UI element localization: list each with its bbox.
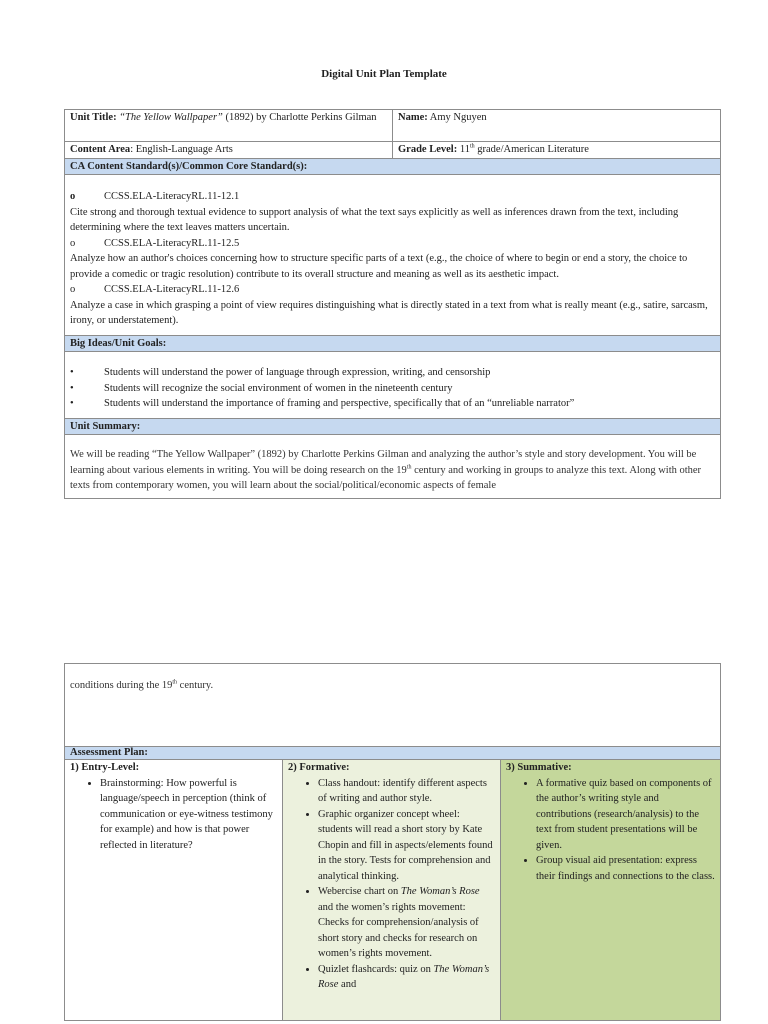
document-title: Digital Unit Plan Template bbox=[321, 68, 447, 80]
content-area-cell bbox=[65, 142, 393, 159]
formative-item-text: and bbox=[338, 979, 357, 990]
standard-bullet: o bbox=[70, 284, 76, 295]
formative-item bbox=[318, 962, 495, 993]
unit-summary-text-1: We will be reading “The Yellow Wallpaper” (1892) by Charlotte Perkins Gilman and analyzing the author’s style and story development. You will be learning about various elements in writing. You will be doing research on the 19 bbox=[70, 449, 697, 476]
summative-item: • A formative quiz based on components of the author’s writing style and contributions (research/analysis) to the text from student presentations will be given. bbox=[536, 776, 715, 854]
unit-title-rest: (1892) by Charlotte Perkins Gilman bbox=[222, 112, 377, 123]
unit-summary-heading: Unit Summary: bbox=[65, 418, 721, 435]
summative-title: 3) Summative: bbox=[506, 762, 572, 773]
standards-heading: CA Content Standard(s)/Common Core Standard(s): bbox=[65, 158, 721, 175]
big-idea-item bbox=[70, 381, 715, 397]
unit-title-row bbox=[65, 110, 721, 142]
assessment-plan-heading: Assessment Plan: bbox=[65, 747, 721, 760]
name-label: Name: bbox=[398, 112, 428, 123]
formative-item-title: The Woman’s Rose bbox=[400, 886, 480, 897]
standard-item bbox=[70, 282, 715, 298]
unit-summary-continued-sup: th bbox=[172, 679, 178, 686]
content-area-value: : English-Language Arts bbox=[130, 144, 233, 155]
big-ideas-heading: Big Ideas/Unit Goals: bbox=[65, 335, 721, 352]
unit-summary-text-2: century and working in groups to analyze this text. Along with other texts from contemporary women, you will learn about the social/political/economic aspects of female bbox=[70, 464, 702, 491]
summative-list bbox=[506, 776, 715, 885]
big-ideas-content bbox=[65, 352, 721, 419]
unit-title-label: Unit Title: bbox=[70, 112, 117, 123]
grade-level-sup: th bbox=[469, 143, 475, 150]
standard-text: Cite strong and thorough textual evidence to support analysis of what the text says explicitly as well as inferences drawn from the text, including determining where the text leaves matters uncertain. bbox=[70, 206, 679, 233]
big-idea-text: Students will understand the importance of framing and perspective, specifically that of an “unreliable narrator” bbox=[104, 398, 575, 409]
unit-summary-continued-text-1: conditions during the 19 bbox=[70, 680, 173, 691]
big-idea-item bbox=[70, 365, 715, 381]
formative-list bbox=[288, 776, 495, 993]
standard-item bbox=[70, 189, 715, 205]
bullet-icon: • bbox=[70, 367, 74, 378]
name-cell bbox=[393, 110, 721, 142]
standard-bullet: o bbox=[70, 237, 76, 249]
summative-item: • Group visual aid presentation: express their findings and connections to the class. bbox=[536, 853, 715, 884]
standard-bullet: o bbox=[70, 191, 76, 202]
unit-plan-table-page-1 bbox=[64, 109, 721, 499]
formative-item-text: Webercise chart on bbox=[318, 886, 401, 897]
content-area-row bbox=[65, 142, 721, 159]
unit-title-work: “The Yellow Wallpaper” bbox=[119, 112, 223, 123]
standard-text: Analyze a case in which grasping a point of view requires distinguishing what is directly stated in a text from what is really meant (e.g., satire, sarcasm, irony, or understatement). bbox=[70, 299, 708, 326]
name-value: Amy Nguyen bbox=[427, 112, 487, 123]
unit-summary-content bbox=[65, 435, 721, 499]
formative-item-text: Quizlet flashcards: quiz on bbox=[318, 963, 434, 975]
unit-plan-table-page-2 bbox=[64, 663, 721, 1021]
summative-column bbox=[501, 760, 721, 1021]
bullet-icon: • bbox=[70, 382, 74, 394]
formative-item-text: and the women’s rights movement: Checks for comprehension/analysis of short story and checks for research on women’s rights movement. bbox=[318, 901, 479, 959]
grade-level-label: Grade Level: bbox=[398, 144, 458, 155]
bullet-icon: • bbox=[70, 398, 74, 409]
entry-level-column bbox=[65, 760, 283, 1021]
big-idea-text: Students will understand the power of language through expression, writing, and censorship bbox=[104, 367, 491, 378]
entry-level-item: • Brainstorming: How powerful is language/speech in perception (think of communication or eye-witness testimony for example) and how is that power reflected in literature? bbox=[100, 776, 277, 854]
entry-level-list bbox=[70, 776, 277, 854]
unit-summary-sup: th bbox=[406, 464, 412, 470]
content-area-label: Content Area bbox=[70, 144, 131, 155]
formative-item bbox=[318, 884, 495, 962]
standard-item bbox=[70, 236, 715, 252]
standard-code: CCSS.ELA-LiteracyRL.11-12.5 bbox=[104, 237, 240, 249]
big-idea-item bbox=[70, 396, 715, 412]
grade-level-rest: grade/American Literature bbox=[474, 144, 589, 155]
standard-code: CCSS.ELA-LiteracyRL.11-12.1 bbox=[104, 191, 240, 202]
standard-code: CCSS.ELA-LiteracyRL.11-12.6 bbox=[104, 284, 240, 295]
unit-summary-continued-text-2: century. bbox=[177, 680, 214, 691]
formative-title: 2) Formative: bbox=[288, 762, 350, 773]
formative-item-title: The Woman’s Rose bbox=[318, 963, 490, 990]
grade-level-cell bbox=[393, 142, 721, 159]
big-idea-text: Students will recognize the social environment of women in the nineteenth century bbox=[104, 382, 453, 394]
formative-item: • Class handout: identify different aspects of writing and author style. bbox=[318, 776, 495, 807]
big-ideas-list bbox=[70, 365, 715, 412]
entry-level-title: 1) Entry-Level: bbox=[70, 762, 140, 773]
unit-summary-continued bbox=[65, 664, 721, 747]
standard-text: Analyze how an author's choices concerning how to structure specific parts of a text (e.g., the choice of where to begin or end a story, the choice to provide a comedic or tragic resolution) contribute to its overall structure and meaning as well as its aesthetic impact. bbox=[70, 253, 688, 280]
formative-item: • Graphic organizer concept wheel: students will read a short story by Kate Chopin and fill in aspects/elements found in the story. Tests for comprehension and analytical thinking. bbox=[318, 807, 495, 885]
unit-title-cell bbox=[65, 110, 393, 142]
formative-column bbox=[283, 760, 501, 1021]
grade-level-num: 11 bbox=[457, 144, 470, 155]
standards-content bbox=[65, 175, 721, 336]
